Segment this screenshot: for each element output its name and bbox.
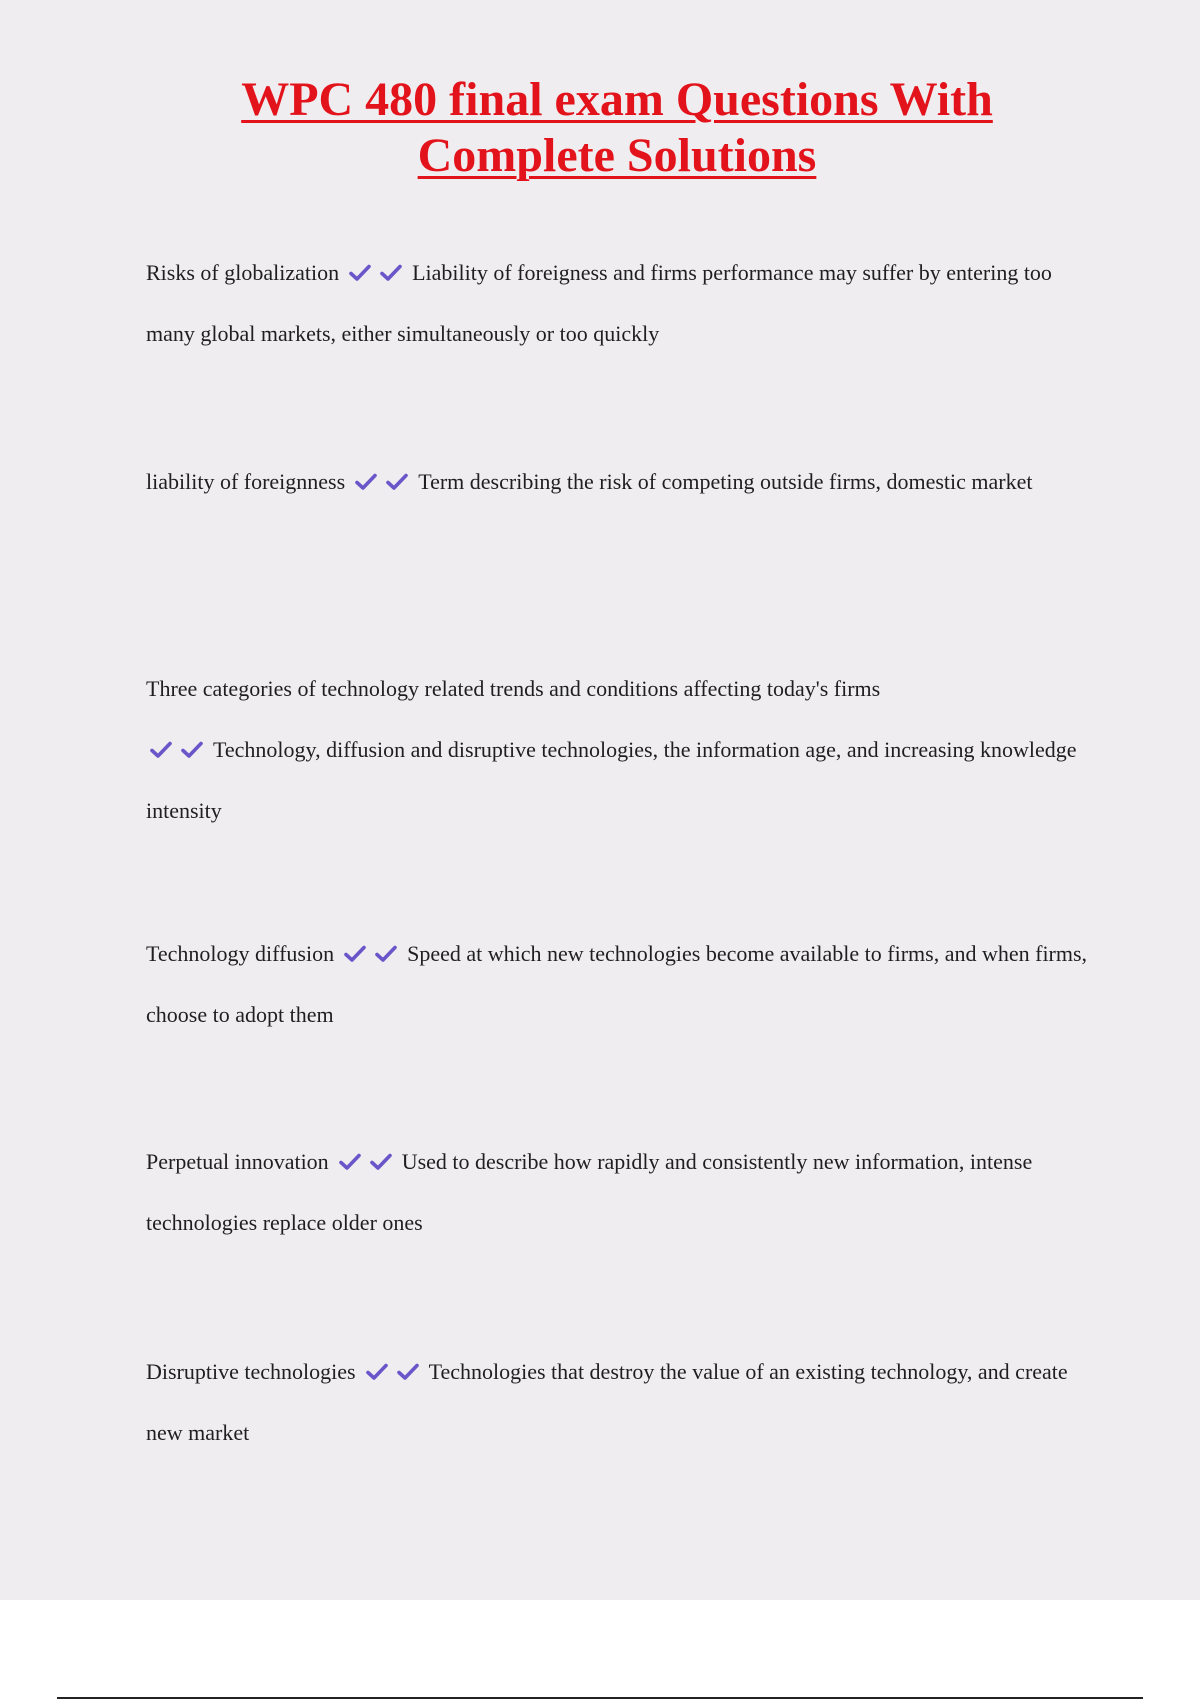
qa-entry <box>146 923 1096 1045</box>
entry-answer: Technology, diffusion and disruptive technologies, the information age, and increasing knowledge intensity <box>146 737 1077 823</box>
answer-marker <box>366 1341 428 1402</box>
answer-marker <box>355 451 417 512</box>
qa-entry <box>146 658 1096 841</box>
entry-term: Perpetual innovation <box>146 1149 329 1174</box>
entry-answer: Liability of foreigness and firms performance may suffer by entering too many global markets, either simultaneously or too quickly <box>146 260 1052 346</box>
entry-answer: Technologies that destroy the value of an existing technology, and create new market <box>146 1359 1068 1445</box>
entry-answer: Speed at which new technologies become available to firms, and when firms, choose to adopt them <box>146 941 1088 1027</box>
page-divider <box>57 1697 1143 1699</box>
check-icon <box>375 945 397 963</box>
check-icon <box>349 264 371 282</box>
answer-marker <box>349 242 411 303</box>
qa-entry <box>146 242 1096 364</box>
entry-term: Technology diffusion <box>146 941 335 966</box>
check-icon <box>181 741 203 759</box>
answer-marker <box>344 923 406 984</box>
entry-term: Disruptive technologies <box>146 1359 356 1384</box>
check-icon <box>366 1363 388 1381</box>
check-icon <box>370 1153 392 1171</box>
check-icon <box>355 473 377 491</box>
qa-entry <box>146 451 1096 512</box>
answer-marker <box>339 1131 401 1192</box>
check-icon <box>397 1363 419 1381</box>
check-icon <box>386 473 408 491</box>
entry-answer: Term describing the risk of competing outside firms, domestic market <box>418 469 1033 494</box>
check-icon <box>344 945 366 963</box>
check-icon <box>150 741 172 759</box>
answer-marker <box>150 719 212 780</box>
title-line-1: WPC 480 final exam Questions With <box>241 73 993 126</box>
qa-entry <box>146 1131 1096 1253</box>
title-line-2: Complete Solutions <box>417 129 817 182</box>
document-title <box>0 72 1200 184</box>
entry-term: Risks of globalization <box>146 260 340 285</box>
entry-answer: Used to describe how rapidly and consistently new information, intense technologies replace older ones <box>146 1149 1033 1235</box>
qa-entry <box>146 1341 1096 1463</box>
entry-term: Three categories of technology related trends and conditions affecting today's firms <box>146 676 881 701</box>
check-icon <box>339 1153 361 1171</box>
check-icon <box>380 264 402 282</box>
entry-term: liability of foreignness <box>146 469 346 494</box>
